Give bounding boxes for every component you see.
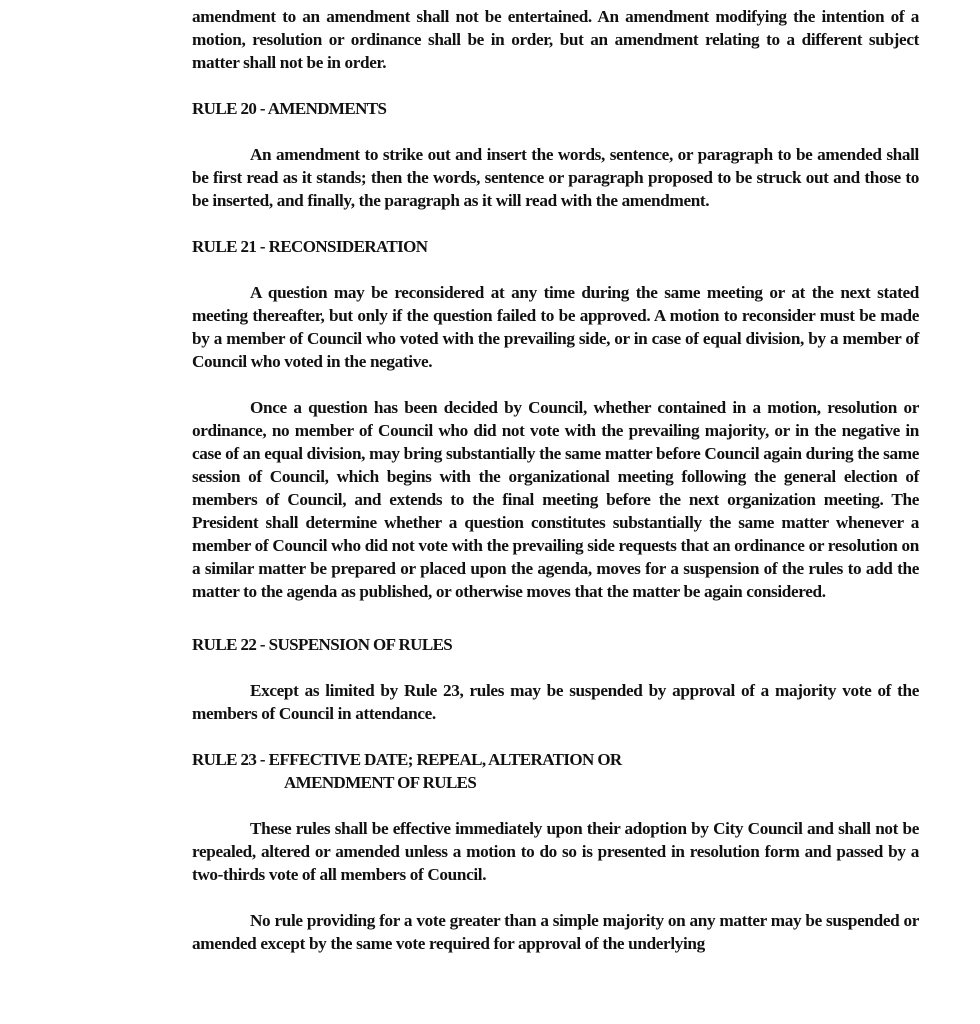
paragraph-rule19-continuation: amendment to an amendment shall not be entertained. An amendment modifying the intention of a motion, resolution or ordinance shall be in order, but an amendment relating to a different subject matter shall not be in order. [192, 7, 919, 72]
heading-rule-21: RULE 21 - RECONSIDERATION [192, 237, 428, 256]
heading-rule-23 [192, 748, 919, 794]
document-page [192, 5, 919, 955]
paragraph-rule-21-a: A question may be reconsidered at any time during the same meeting or at the next stated meeting thereafter, but only if the question failed to be approved. A motion to reconsider must be made by a member of Council who voted with the prevailing side, or in case of equal division, by a member of Council who voted in the negative. [192, 283, 919, 371]
paragraph-rule-21-b: Once a question has been decided by Council, whether contained in a motion, resolution or ordinance, no member of Council who did not vote with the prevailing majority, or in the negative in case of an equal division, may bring substantially the same matter before Council again during the same session of Council, which begins with the organizational meeting following the general election of members of Council, and extends to the final meeting before the next organization meeting. The President shall determine whether a question constitutes substantially the same matter whenever a member of Council who did not vote with the prevailing side requests that an ordinance or resolution on a similar matter be prepared or placed upon the agenda, moves for a suspension of the rules to add the matter to the agenda as published, or otherwise moves that the matter be again considered. [192, 398, 919, 601]
paragraph-rule-20: An amendment to strike out and insert the words, sentence, or paragraph to be amended shall be first read as it stands; then the words, sentence or paragraph proposed to be struck out and those to be inserted, and finally, the paragraph as it will read with the amendment. [192, 145, 919, 210]
heading-rule-20: RULE 20 - AMENDMENTS [192, 99, 387, 118]
heading-rule-22: RULE 22 - SUSPENSION OF RULES [192, 635, 453, 654]
paragraph-rule-23-a: These rules shall be effective immediately upon their adoption by City Council and shall not be repealed, altered or amended unless a motion to do so is presented in resolution form and passed by a two-thirds vote of all members of Council. [192, 819, 919, 884]
heading-rule-23-line1: RULE 23 - EFFECTIVE DATE; REPEAL, ALTERATION OR [192, 750, 622, 769]
heading-rule-23-line2: AMENDMENT OF RULES [284, 773, 477, 792]
paragraph-rule-23-b: No rule providing for a vote greater than a simple majority on any matter may be suspended or amended except by the same vote required for approval of the underlying [192, 911, 919, 953]
paragraph-rule-22: Except as limited by Rule 23, rules may be suspended by approval of a majority vote of the members of Council in attendance. [192, 681, 919, 723]
